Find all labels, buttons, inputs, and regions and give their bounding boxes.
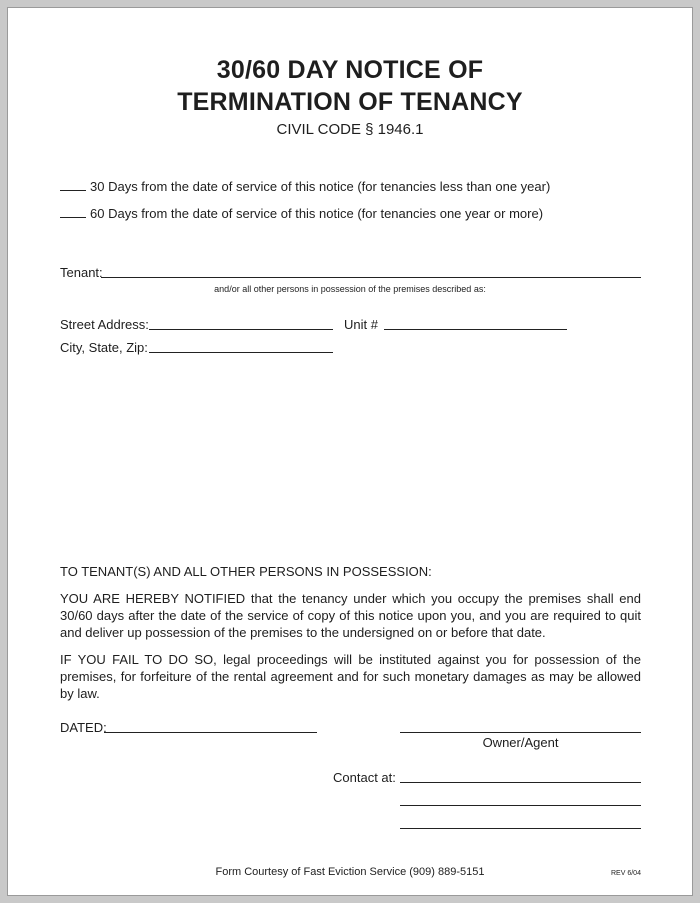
option-30-days-text: 30 Days from the date of service of this notice (for tenancies less than one year) — [90, 179, 551, 194]
notice-paragraph-1: YOU ARE HEREBY NOTIFIED that the tenancy under which you occupy the premises shall end 30/60 days after the date of the service of copy of this notice upon you, and you are required to quit and deliver up possession of the premises to the undersigned on or before that date. — [60, 591, 641, 640]
notice-heading: TO TENANT(S) AND ALL OTHER PERSONS IN POSSESSION: — [60, 564, 432, 579]
footer-revision: REV 6/04 — [611, 870, 641, 877]
contact-field-line-2[interactable] — [400, 805, 641, 806]
option-60-days-blank[interactable] — [60, 207, 86, 218]
option-60-days — [60, 206, 543, 221]
contact-field-line-1[interactable] — [400, 782, 641, 783]
option-60-days-text: 60 Days from the date of service of this notice (for tenancies one year or more) — [90, 206, 544, 221]
city-state-zip-field[interactable] — [149, 352, 333, 353]
owner-agent-label: Owner/Agent — [482, 735, 559, 750]
option-30-days-blank[interactable] — [60, 180, 86, 191]
owner-agent-signature-field[interactable] — [400, 732, 641, 733]
tenant-note: and/or all other persons in possession of the premises described as: — [214, 284, 486, 294]
footer-courtesy: Form Courtesy of Fast Eviction Service (909) 889-5151 — [215, 866, 485, 878]
tenant-field[interactable] — [101, 277, 641, 278]
contact-field-line-3[interactable] — [400, 828, 641, 829]
civil-code-subtitle: CIVIL CODE § 1946.1 — [276, 121, 424, 138]
dated-label: DATED: — [60, 720, 107, 735]
contact-label: Contact at: — [333, 770, 396, 785]
document-title-line2: TERMINATION OF TENANCY — [177, 88, 523, 116]
option-30-days — [60, 179, 550, 194]
unit-label: Unit # — [344, 317, 378, 332]
city-state-zip-label: City, State, Zip: — [60, 340, 148, 355]
street-address-field[interactable] — [149, 329, 333, 330]
notice-paragraph-2: IF YOU FAIL TO DO SO, legal proceedings will be instituted against you for possession of the premises, for forfeiture of the rental agreement and for such monetary damages as may be allowed by law. — [60, 652, 641, 701]
page-inner-border — [7, 7, 693, 896]
dated-field[interactable] — [104, 732, 317, 733]
tenant-label: Tenant: — [60, 265, 103, 280]
unit-field[interactable] — [384, 329, 567, 330]
street-address-label: Street Address: — [60, 317, 149, 332]
document-title-line1: 30/60 DAY NOTICE OF — [216, 56, 484, 84]
